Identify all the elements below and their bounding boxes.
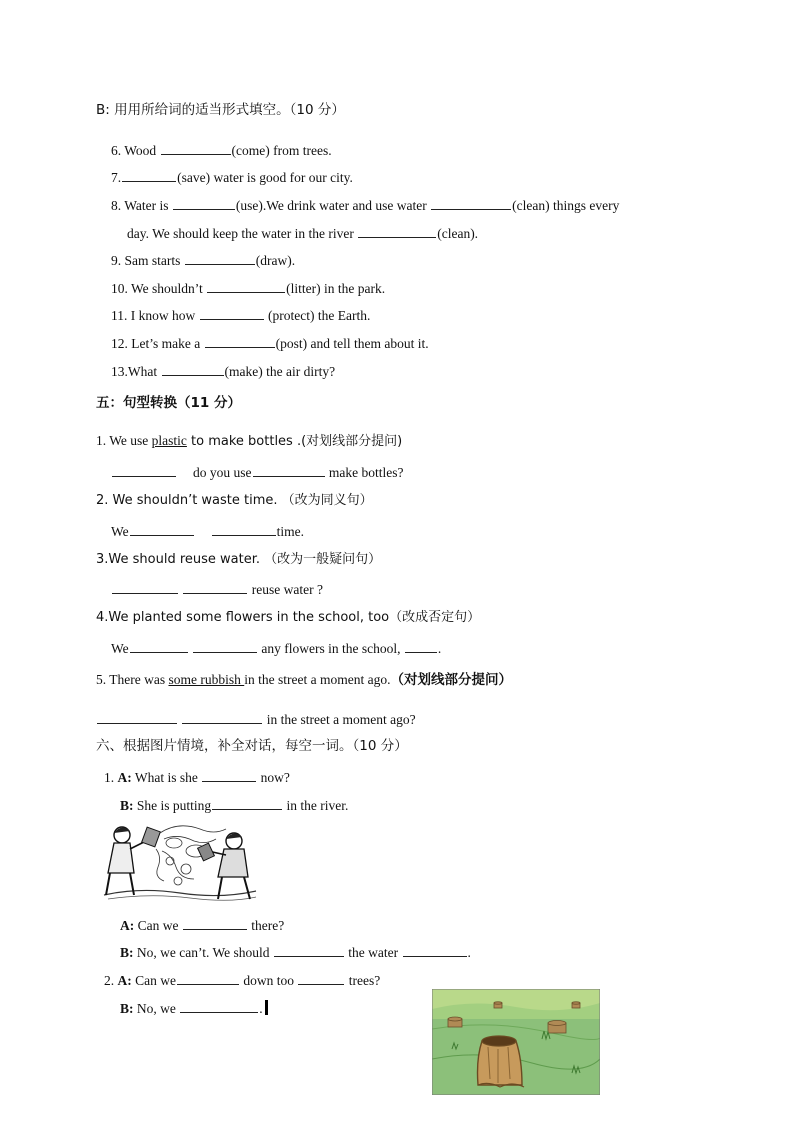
transform-q4: 4.We planted some flowers in the school, too（改成否定句） [96, 610, 481, 625]
transform-q1: 1. We use plastic to make bottles .(对划线部分提问) [96, 433, 403, 449]
answer-blank[interactable] [183, 915, 247, 930]
pollution-cartoon-image [100, 821, 260, 903]
answer-blank[interactable] [431, 195, 511, 210]
answer-blank[interactable] [173, 195, 235, 210]
answer-blank[interactable] [112, 462, 176, 477]
answer-blank[interactable] [207, 278, 285, 293]
answer-blank[interactable] [182, 709, 262, 724]
transform-q5: 5. There was some rubbish in the street a moment ago.（对划线部分提问） [96, 672, 512, 688]
question-7: 7. (save) water is good for our city. [111, 167, 353, 187]
answer-blank[interactable] [298, 970, 344, 985]
question-11: 11. I know how (protect) the Earth. [111, 305, 370, 325]
question-8: 8. Water is (use).We drink water and use water (clean) things every [111, 195, 619, 215]
tree-stump-image [432, 989, 600, 1095]
question-8-cont: day. We should keep the water in the river (clean). [127, 223, 478, 243]
answer-blank[interactable] [403, 942, 467, 957]
dialogue2-a1: 2. A: Can we down too trees? [104, 970, 380, 990]
answer-blank[interactable] [253, 462, 325, 477]
answer-blank[interactable] [112, 579, 178, 594]
answer-blank[interactable] [205, 333, 275, 348]
answer-blank[interactable] [193, 638, 257, 653]
answer-blank[interactable] [200, 305, 264, 320]
answer-blank[interactable] [130, 638, 188, 653]
answer-blank[interactable] [212, 795, 282, 810]
question-13: 13.What (make) the air dirty? [111, 361, 335, 381]
dialogue2-b1: B: No, we . [120, 998, 268, 1018]
question-9: 9. Sam starts (draw). [111, 250, 295, 270]
transform-q3-answer: reuse water ? [111, 579, 323, 599]
answer-blank[interactable] [162, 361, 224, 376]
section-b-title: B: 用用所给词的适当形式填空。（10 分） [96, 102, 345, 118]
text-cursor [265, 1000, 268, 1015]
transform-q2-answer: We time. [111, 521, 304, 541]
dialogue1-a2: A: Can we there? [120, 915, 284, 935]
answer-blank[interactable] [405, 638, 437, 653]
answer-blank[interactable] [183, 579, 247, 594]
answer-blank[interactable] [202, 767, 256, 782]
question-10: 10. We shouldn’t (litter) in the park. [111, 278, 385, 298]
transform-q1-answer: do you use make bottles? [111, 462, 403, 482]
answer-blank[interactable] [180, 998, 258, 1013]
question-6: 6. Wood (come) from trees. [111, 140, 332, 160]
transform-q4-answer: We any flowers in the school, . [111, 638, 441, 658]
dialogue1-b1: B: She is putting in the river. [120, 795, 348, 815]
section-six-title: 六、根据图片情境，补全对话，每空一词。（10 分） [96, 738, 408, 754]
section-five-title: 五：句型转换（11 分） [96, 395, 241, 411]
transform-q3: 3.We should reuse water. （改为一般疑问句） [96, 552, 382, 567]
dialogue1-b2: B: No, we can’t. We should the water . [120, 942, 471, 962]
transform-q5-answer: in the street a moment ago? [96, 709, 416, 729]
answer-blank[interactable] [358, 223, 436, 238]
answer-blank[interactable] [274, 942, 344, 957]
answer-blank[interactable] [177, 970, 239, 985]
dialogue1-a1: 1. A: What is she now? [104, 767, 290, 787]
answer-blank[interactable] [161, 140, 231, 155]
answer-blank[interactable] [130, 521, 194, 536]
transform-q2: 2. We shouldn’t waste time. （改为同义句） [96, 493, 373, 508]
answer-blank[interactable] [212, 521, 276, 536]
answer-blank[interactable] [185, 250, 255, 265]
question-12: 12. Let’s make a (post) and tell them about it. [111, 333, 429, 353]
answer-blank[interactable] [122, 167, 176, 182]
answer-blank[interactable] [97, 709, 177, 724]
